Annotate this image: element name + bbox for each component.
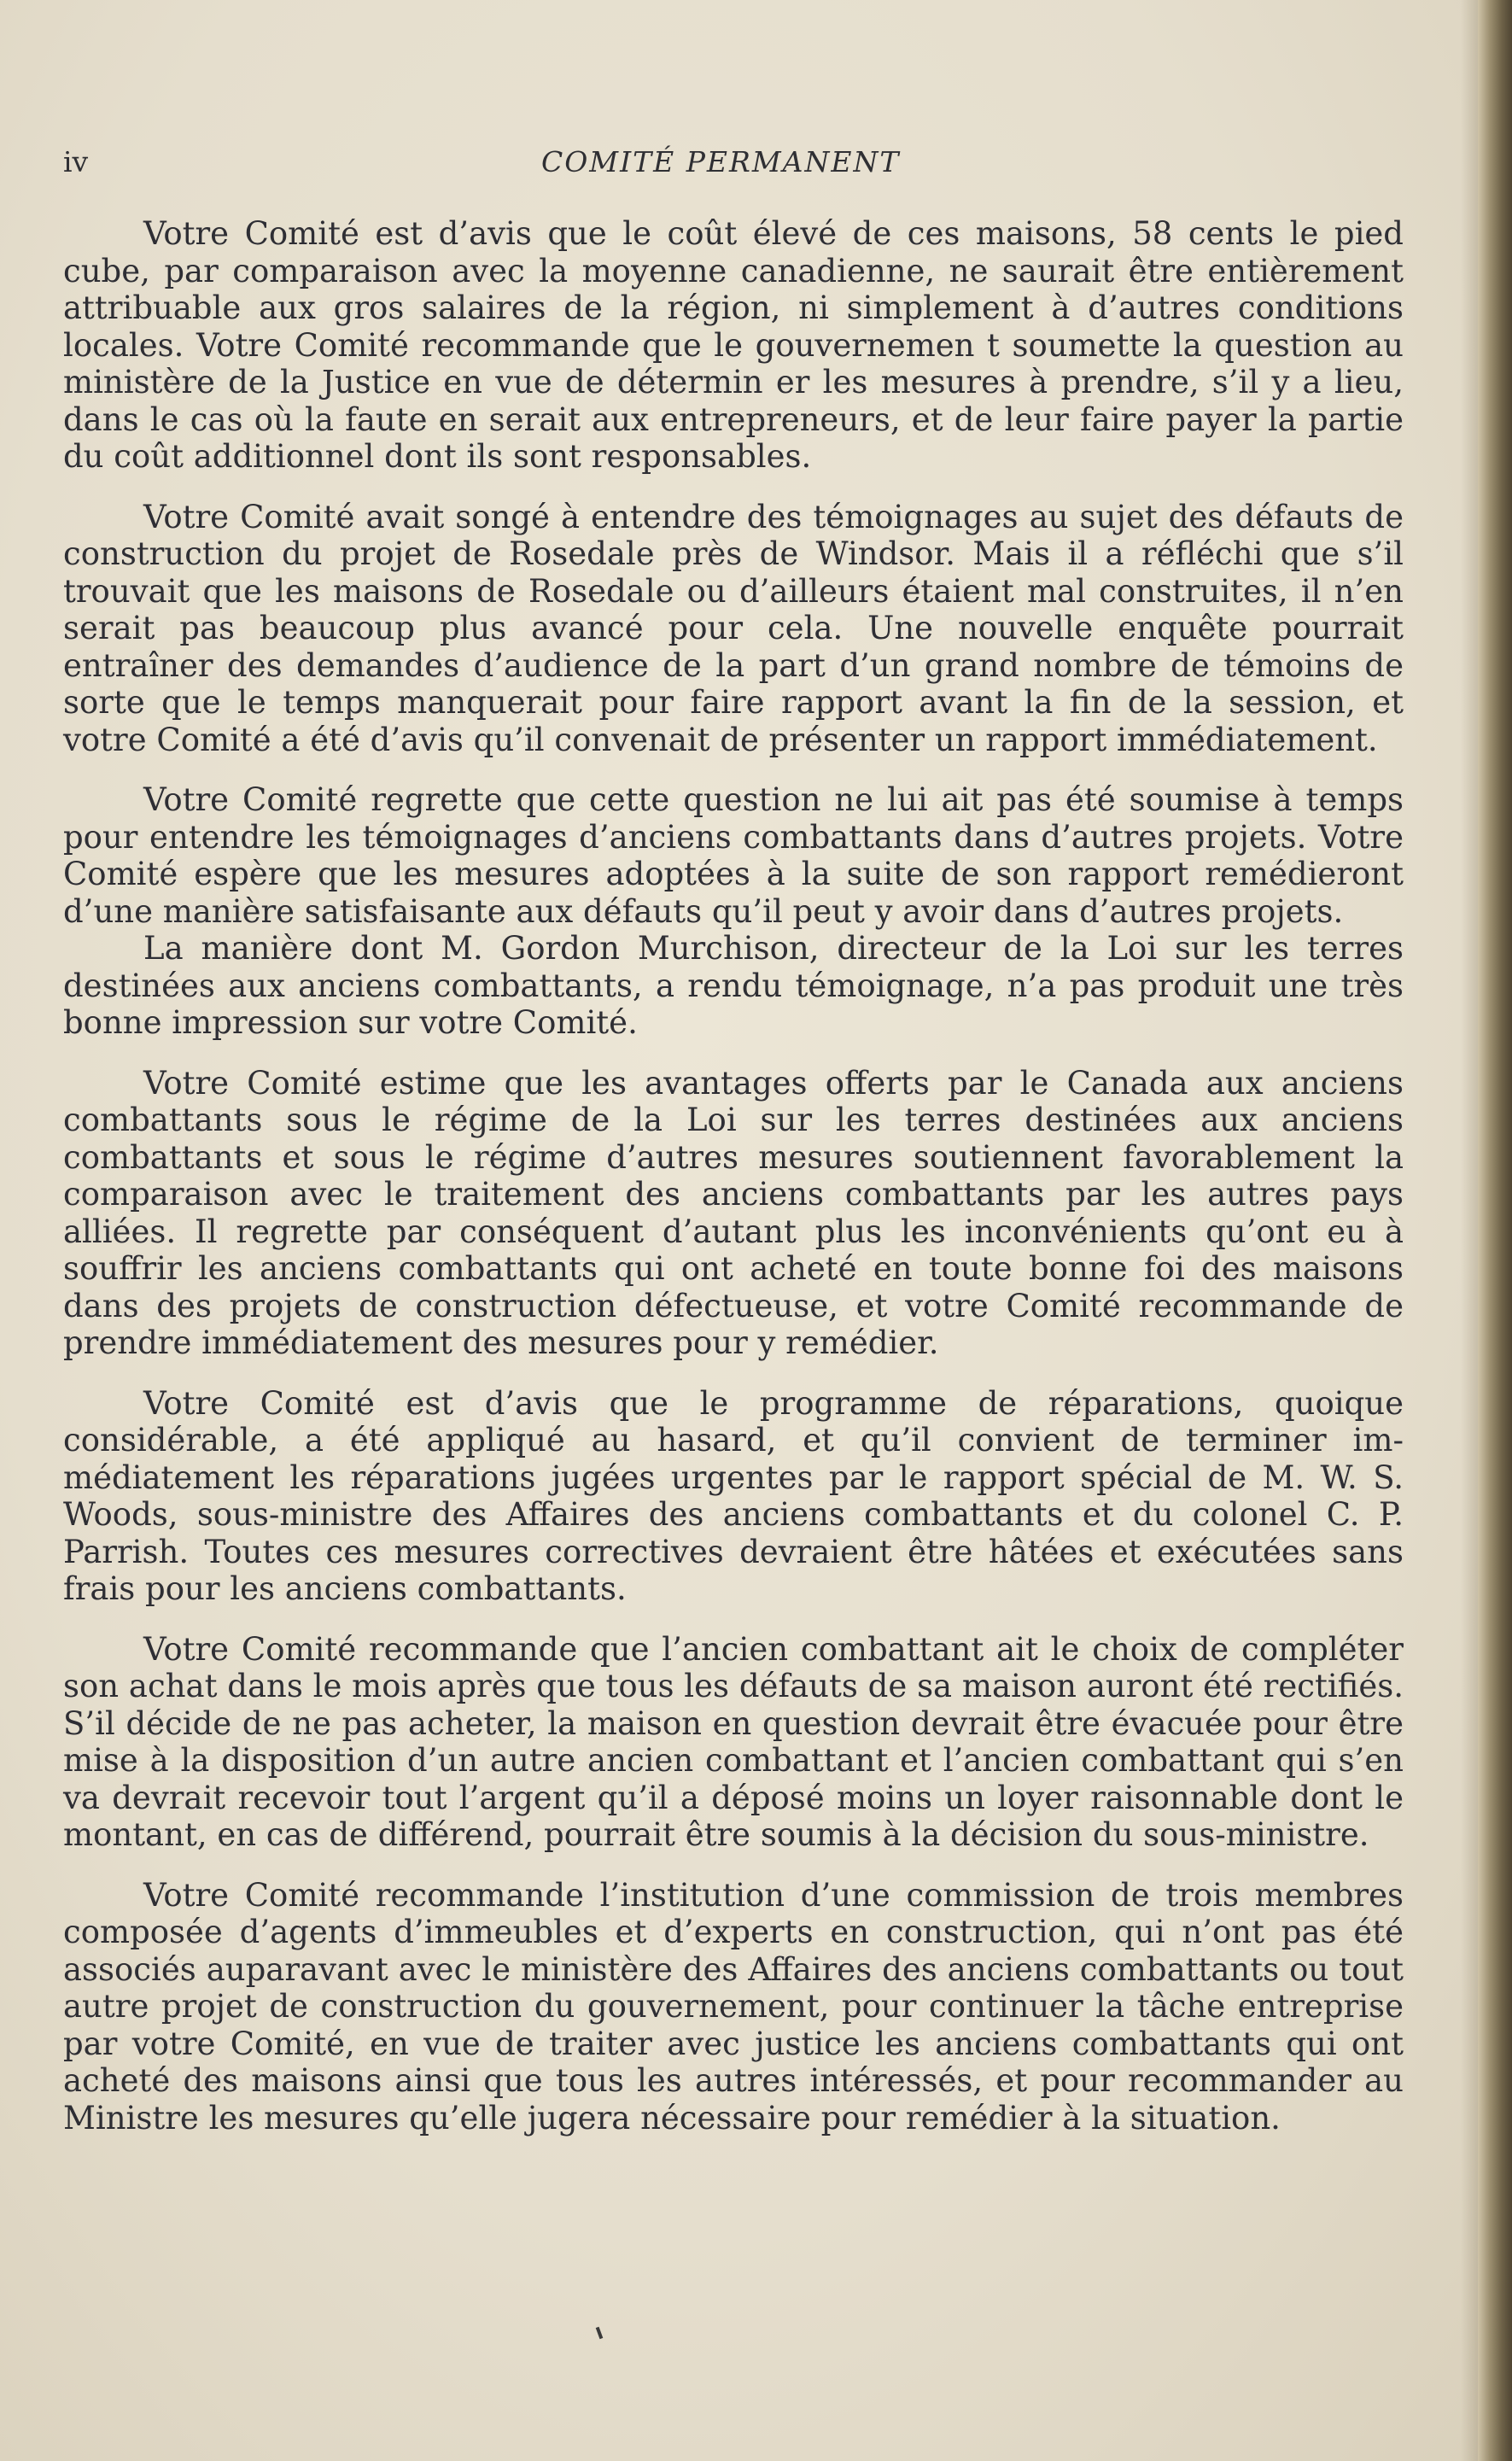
paragraph: Votre Comité est d’avis que le programme de réparations, quoique considérable, a été appliqué au hasard, et qu’il convient de terminer immédiatement les réparations jugées urgentes par le rapport spécial de M. W. S. Woods, sous-ministre des Affaires des anciens combattants et du colonel C. P. Parrish. Toutes ces mesures correctives devraient être hâtées et exécutées sans frais pour les anciens combattants. — [63, 1384, 1404, 1607]
paragraph: Votre Comité regrette que cette question ne lui ait pas été soumise à temps pour entendre les témoignages d’anciens combattants dans d’autres projets. Votre Comité espère que les mesures adoptées à la suite de son rapport remédieront d’une manière satisfaisante aux défauts qu’il peut y avoir dans d’autres projets. — [63, 781, 1404, 930]
book-edge — [1478, 0, 1512, 2461]
paragraph: La manière dont M. Gordon Murchison, directeur de la Loi sur les terres destinées aux anciens combattants, a rendu témoignage, n’a pas produit une très bonne impression sur votre Comité. — [63, 930, 1404, 1041]
paragraph: Votre Comité avait songé à entendre des témoignages au sujet des défauts de construction du projet de Rosedale près de Windsor. Mais il a réfléchi que s’il trouvait que les maisons de Rosedale ou d’ailleurs étaient mal construites, il n’en serait pas beaucoup plus avancé pour cela. Une nouvelle enquête pourrait entraîner des demandes d’audience de la part d’un grand nombre de témoins de sorte que le temps manquerait pour faire rapport avant la fin de la session, et votre Comité a été d’avis qu’il convenait de présenter un rapport immédiatement. — [63, 498, 1404, 758]
page-number: iv — [63, 145, 89, 178]
body-text — [63, 215, 1404, 2160]
paragraph: Votre Comité est d’avis que le coût élevé de ces maisons, 58 cents le pied cube, par comparaison avec la moyenne canadienne, ne saurait être entièrement attribuable aux gros salaires de la région, ni simplement à d’autres conditions locales. Votre Comité recommande que le gouvernemen t soumette la question au ministère de la Justice en vue de détermin er les mesures à prendre, s’il y a lieu, dans le cas où la faute en serait aux entrepreneurs, et de leur faire payer la partie du coût additionnel dont ils sont responsables. — [63, 215, 1404, 475]
ink-speck — [596, 2327, 604, 2340]
page-gutter-shadow — [1461, 0, 1478, 2461]
paragraph: Votre Comité estime que les avantages offerts par le Canada aux anciens combattants sous le régime de la Loi sur les terres destinées aux anciens combattants et sous le régime d’autres mesures soutiennent favorablement la comparaison avec le traitement des anciens combattants par les autres pays alliées. Il regrette par conséquent d’autant plus les inconvénients qu’ont eu à souffrir les anciens combattants qui ont acheté en toute bonne foi des maisons dans des projets de construction défectueuse, et votre Comité recommande de prendre immédiatement des mesures pour y remédier. — [63, 1064, 1404, 1361]
running-header — [63, 145, 1404, 188]
paragraph: Votre Comité recommande l’institution d’une commission de trois membres composée d’agents d’immeubles et d’experts en construction, qui n’ont pas été associés auparavant avec le ministère des Affaires des anciens combattants ou tout autre projet de construction du gouvernement, pour continuer la tâche entreprise par votre Comité, en vue de traiter avec justice les anciens combattants qui ont acheté des maisons ainsi que tous les autres intéressés, et pour recommander au Ministre les mesures qu’elle jugera nécessaire pour remédier à la situation. — [63, 1876, 1404, 2137]
running-title: COMITÉ PERMANENT — [541, 145, 901, 178]
paragraph: Votre Comité recommande que l’ancien combattant ait le choix de compléter son achat dans le mois après que tous les défauts de sa maison auront été rectifiés. S’il décide de ne pas acheter, la maison en question devrait être évacuée pour être mise à la disposition d’un autre ancien combattant et l’ancien combattant qui s’en va devrait recevoir tout l’argent qu’il a déposé moins un loyer raisonnable dont le montant, en cas de différend, pourrait être soumis à la décision du sous-ministre. — [63, 1630, 1404, 1853]
